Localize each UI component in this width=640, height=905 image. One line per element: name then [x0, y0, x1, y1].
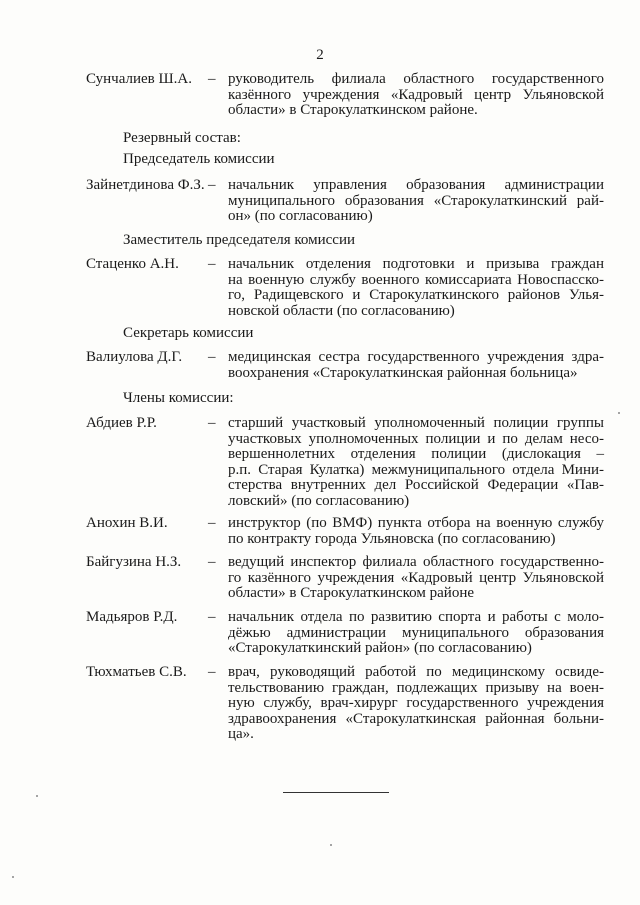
desc-line: медицинская сестра государственного учреждения здра-: [228, 349, 604, 365]
desc-line: на военную службу военного комиссариата Новоспасско-: [228, 271, 604, 288]
desc-line: ную службу, врач-хирург государственного учреждения: [228, 695, 604, 711]
entry-name: Стаценко А.Н.: [86, 256, 179, 272]
entry-dash: –: [208, 349, 216, 365]
desc-line: вершеннолетних отделения полиции (дислокация –: [228, 446, 604, 462]
entry-dash: –: [208, 664, 216, 680]
desc-line: ловский» (по согласованию): [228, 492, 410, 509]
entry-dash: –: [208, 71, 216, 87]
desc-line: воохранения «Старокулаткинская районная больница»: [228, 364, 578, 381]
entry-name: Байгузина Н.З.: [86, 554, 182, 570]
entry-description: [228, 257, 604, 319]
desc-line: «Старокулаткинский район» (по согласованию): [228, 640, 532, 656]
desc-line: муниципального образования «Старокулаткинский рай-: [228, 192, 604, 209]
entry-dash: –: [208, 415, 216, 431]
desc-line: тельствованию граждан, подлежащих призыву на воен-: [228, 679, 604, 696]
desc-line: дёжью администрации муниципального образования: [228, 624, 604, 641]
desc-line: начальник отдела по развитию спорта и работы с моло-: [228, 609, 604, 625]
scan-speck: [36, 795, 38, 797]
heading-deputy: Заместитель председателя комиссии: [123, 232, 356, 248]
entry-name: Абдиев Р.Р.: [86, 415, 157, 431]
desc-line: врач, руководящий работой по медицинскому освиде-: [228, 664, 604, 680]
entry-description: [228, 665, 604, 743]
desc-line: казённого учреждения «Кадровый центр Ульяновской: [228, 86, 604, 103]
entry-description: [228, 416, 604, 509]
desc-line: новской области (по согласованию): [228, 302, 455, 319]
entry-name: Сунчалиев Ш.А.: [86, 71, 192, 87]
entry-madyarov: [86, 610, 604, 657]
entry-dash: –: [208, 515, 216, 531]
desc-line: начальник отделения подготовки и призыва граждан: [228, 256, 604, 272]
entry-dash: –: [208, 177, 216, 193]
entry-bayguzina: [86, 555, 604, 602]
desc-line: старший участковый уполномоченный полиции группы: [228, 415, 604, 431]
scan-speck: [330, 844, 332, 846]
desc-line: стерства внутренних дел Российской Федерации «Пав-: [228, 477, 604, 493]
entry-dash: –: [208, 256, 216, 272]
entry-name: Мадьяров Р.Д.: [86, 609, 178, 625]
entry-dash: –: [208, 609, 216, 625]
entry-name: Анохин В.И.: [86, 515, 168, 531]
entry-description: [228, 72, 604, 119]
entry-name: Тюхматьев С.В.: [86, 664, 187, 680]
entry-statsenko: [86, 257, 604, 319]
desc-line: он» (по согласованию): [228, 208, 373, 224]
entry-description: [228, 610, 604, 657]
heading-chair: Председатель комиссии: [123, 151, 275, 167]
entry-description: [228, 178, 604, 225]
entry-valiulova: [86, 350, 604, 381]
scan-speck: [12, 876, 14, 878]
entry-abdiev: [86, 416, 604, 509]
heading-reserve: Резервный состав:: [123, 130, 241, 146]
desc-line: участковых уполномоченных полиции и по делам несо-: [228, 430, 604, 447]
entry-sunchaliev: [86, 72, 604, 119]
entry-description: [228, 350, 604, 381]
entry-name: Зайнетдинова Ф.З.: [86, 177, 205, 193]
desc-line: инструктор (по ВМФ) пункта отбора на военную службу: [228, 515, 604, 531]
desc-line: ведущий инспектор филиала областного государственно-: [228, 554, 604, 570]
entry-name: Валиулова Д.Г.: [86, 349, 183, 365]
entry-anokhin: [86, 516, 604, 547]
desc-line: здравоохранения «Старокулаткинская районная больни-: [228, 710, 604, 727]
entry-dash: –: [208, 554, 216, 570]
scan-speck: [618, 412, 620, 414]
desc-line: р.п. Старая Кулатка) межмуниципального отдела Мини-: [228, 461, 604, 478]
desc-line: по контракту города Ульяновска (по согласованию): [228, 530, 556, 547]
desc-line: ца».: [228, 726, 254, 742]
page-number: 2: [316, 47, 324, 63]
entry-tyukhmatyev: [86, 665, 604, 743]
desc-line: области» в Старокулаткинском районе.: [228, 102, 478, 118]
entry-description: [228, 555, 604, 602]
desc-line: области» в Старокулаткинском районе: [228, 585, 475, 601]
desc-line: го, Радищевского и Старокулаткинского районов Улья-: [228, 287, 604, 303]
entry-description: [228, 516, 604, 547]
desc-line: начальник управления образования администрации: [228, 177, 604, 193]
end-rule: [283, 792, 389, 793]
entry-zaynetdinova: [86, 178, 604, 225]
heading-secretary: Секретарь комиссии: [123, 325, 254, 341]
heading-members: Члены комиссии:: [123, 390, 234, 406]
desc-line: руководитель филиала областного государственного: [228, 71, 604, 87]
desc-line: го казённого учреждения «Кадровый центр Ульяновской: [228, 569, 604, 586]
